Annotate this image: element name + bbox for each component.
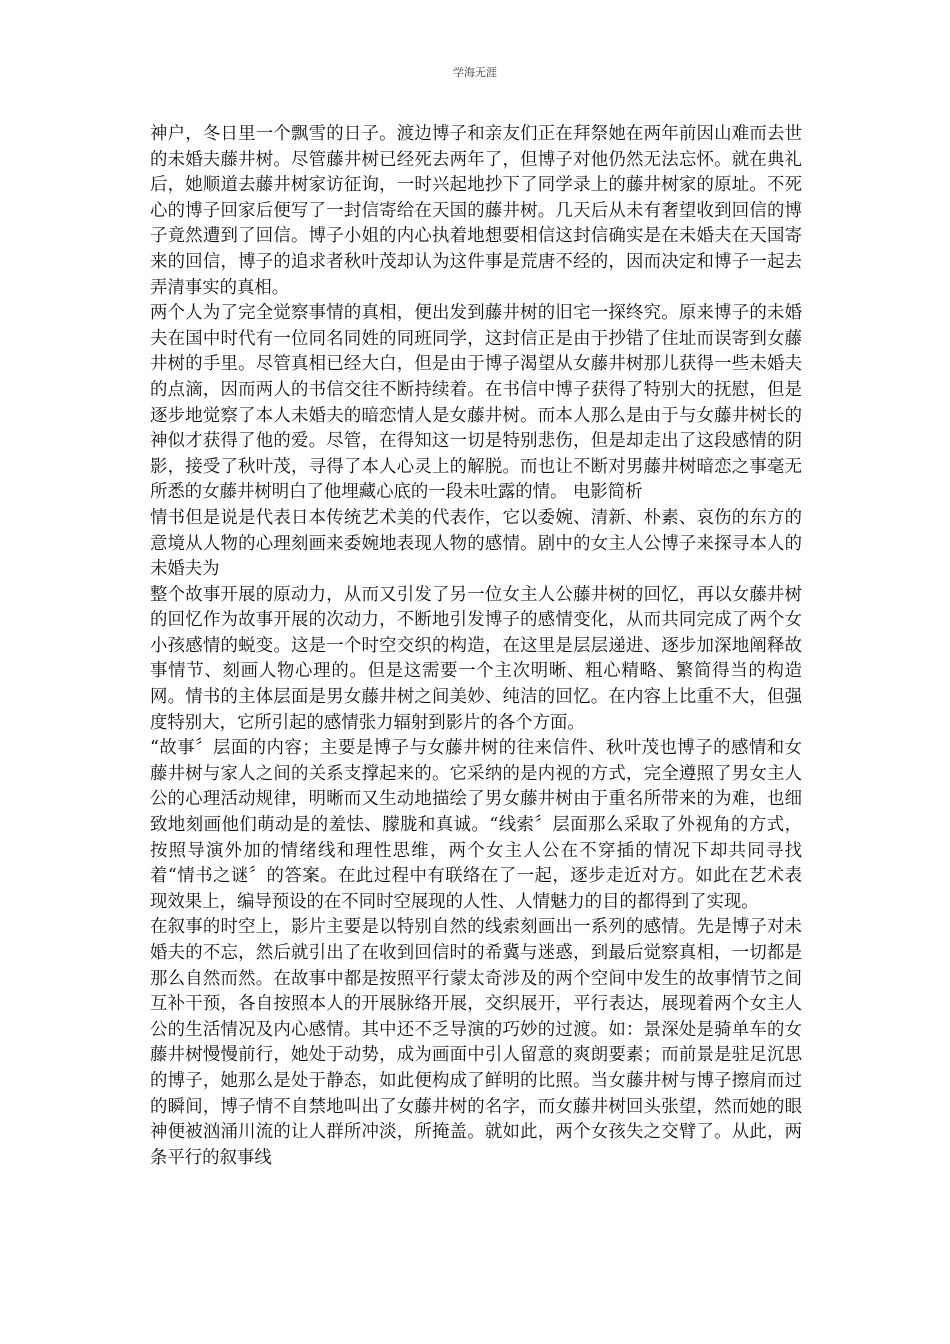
paragraph-1: 神户，冬日里一个飘雪的日子。渡边博子和亲友们正在拜祭她在两年前因山难而去世的未婚夫藤井树。尽管藤井树已经死去两年了，但博子对他仍然无法忘怀。就在典礼后，她顺道去藤井树家访征询，一时兴起地抄下了同学录上的藤井树家的原址。不死心的博子回家后便写了一封信寄给在天国的藤井树。几天后从未有奢望收到回信的博子竟然遭到了回信。博子小姐的内心执着地想要相信这封信确实是在未婚夫在天国寄来的回信，博子的追求者秋叶茂却认为这件事是荒唐不经的，因而决定和博子一起去弄清事实的真相。: [150, 124, 802, 298]
paragraph-4: 整个故事开展的原动力，从而又引发了另一位女主人公藤井树的回忆，再以女藤井树的回忆作为故事开展的次动力，不断地引发博子的感情变化，从而共同完成了两个女小孩感情的蜕变。这是一个时空交织的构造，在这里是层层递进、逐步加深地阐释故事情节、刻画人物心理的。但是这需要一个主次明晰、粗心精略、繁简得当的构造网。情书的主体层面是男女藤井树之间美妙、纯洁的回忆。在内容上比重不大，但强度特别大，它所引起的感情张力辐射到影片的各个方面。: [150, 584, 802, 733]
paragraph-2: 两个人为了完全觉察事情的真相，便出发到藤井树的旧宅一探终究。原来博子的未婚夫在国中时代有一位同名同姓的同班同学，这封信正是由于抄错了住址而误寄到女藤井树的手里。尽管真相已经大白，但是由于博子渴望从女藤井树那儿获得一些未婚夫的点滴，因而两人的书信交往不断持续着。在书信中博子获得了特别大的抚慰，但是逐步地觉察了本人未婚夫的暗恋情人是女藤井树。而本人那么是由于与女藤井树长的神似才获得了他的爱。尽管，在得知这一切是特别悲伤，但是却走出了这段感情的阴影，接受了秋叶茂，寻得了本人心灵上的解脱。而也让不断对男藤井树暗恋之事毫无所悉的女藤井树明白了他埋藏心底的一段未吐露的情。 电影简析: [150, 303, 802, 503]
page-header: 学海无涯: [453, 66, 497, 79]
document-body: [150, 122, 802, 1171]
paragraph-6: 在叙事的时空上，影片主要是以特别自然的线索刻画出一系列的感情。先是博子对未婚夫的不忘，然后就引出了在收到回信时的希冀与迷惑，到最后觉察真相，一切都是那么自然而然。在故事中都是按照平行蒙太奇涉及的两个空间中发生的故事情节之间互补干预，各自按照本人的开展脉络开展，交织展开，平行表达，展现着两个女主人公的生活情况及内心感情。其中还不乏导演的巧妙的过渡。如：景深处是骑单车的女藤井树慢慢前行，她处于动势，成为画面中引人留意的爽朗要素；而前景是驻足沉思的博子，她那么是处于静态，如此便构成了鲜明的比照。当女藤井树与博子擦肩而过的瞬间，博子情不自禁地叫出了女藤井树的名字，而女藤井树回头张望，然而她的眼神便被汹涌川流的让人群所冲淡，所掩盖。就如此，两个女孩失之交臂了。从此，两条平行的叙事线: [150, 917, 802, 1168]
paragraph-5: “故事〞层面的内容；主要是博子与女藤井树的往来信件、秋叶茂也博子的感情和女藤井树与家人之间的关系支撑起来的。它采纳的是内视的方式，完全遵照了男女主人公的心理活动规律，明晰而又生动地描绘了男女藤井树由于重名所带来的为难，也细致地刻画他们萌动是的羞怯、朦胧和真诚。“线索〞层面那么采取了外视角的方式，按照导演外加的情绪线和理性思维，两个女主人公在不穿插的情况下却共同寻找着“情书之谜〞的答案。在此过程中有联络在了一起，逐步走近对方。如此在艺术表现效果上，编导预设的在不同时空展现的人性、人情魅力的目的都得到了实现。: [150, 738, 802, 912]
paragraph-3: 情书但是说是代表日本传统艺术美的代表作，它以委婉、清新、朴素、哀伤的东方的意境从人物的心理刻画来委婉地表现人物的感情。剧中的女主人公博子来探寻本人的未婚夫为: [150, 507, 802, 580]
